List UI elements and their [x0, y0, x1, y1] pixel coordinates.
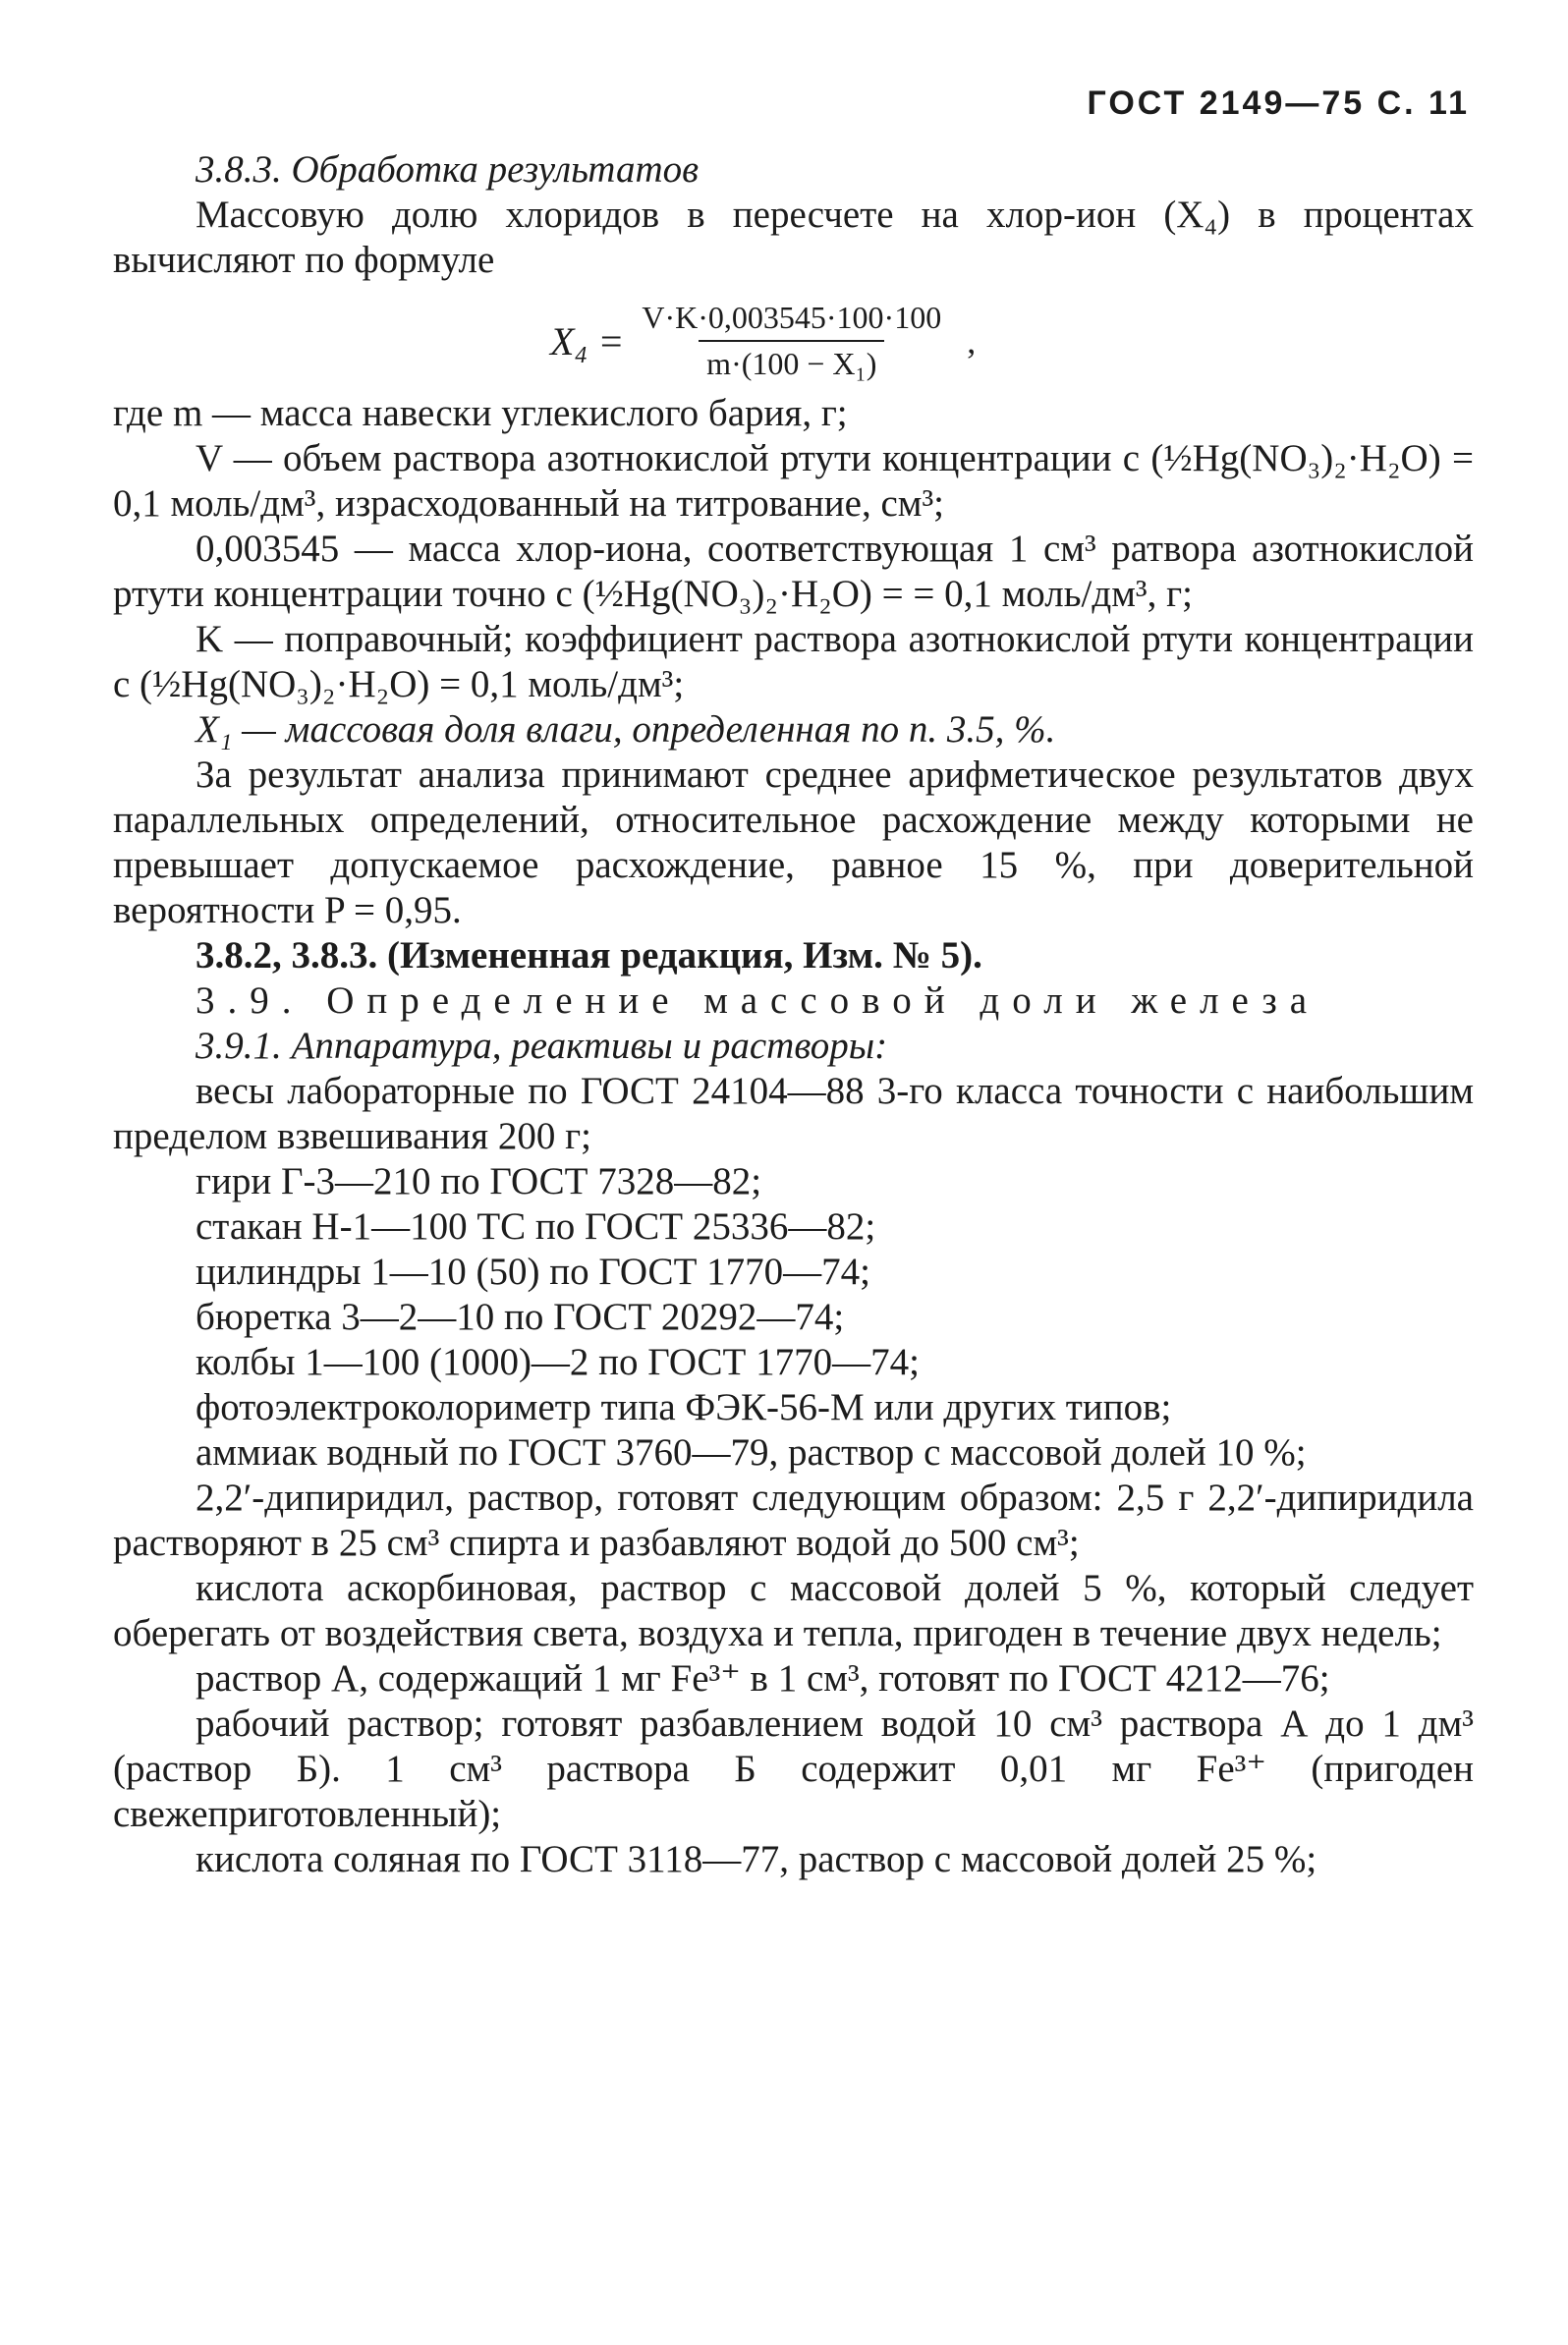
where-x1: X₁ — массовая доля влаги, определенная по п. 3.5, %. [196, 708, 1056, 751]
intro-paragraph: Массовую долю хлоридов в пересчете на хлор-ион (X₄) в процентах вычисляют по формуле [113, 194, 1474, 281]
section-3-9-title: 3.9. Определение массовой доли железа [196, 979, 1320, 1022]
section-3-9-1-heading: 3.9.1. Аппаратура, реактивы и растворы: [196, 1025, 888, 1067]
where-m: где m — масса навески углекислого бария, г; [113, 392, 848, 434]
where-constant: 0,003545 — масса хлор-иона, соответствующая 1 см³ ратвора азотнокислой ртути концентрации точно c (½Hg(NO₃)₂·H₂O) = = 0,1 моль/дм³, г; [113, 528, 1474, 615]
list-item: кислота аскорбиновая, раствор с массовой долей 5 %, который следует оберегать от воздействия света, воздуха и тепла, пригоден в течение двух недель; [113, 1567, 1474, 1654]
where-k: K — поправочный; коэффициент раствора азотнокислой ртути концентрации c (½Hg(NO₃)₂·H₂O) = 0,1 моль/дм³; [113, 618, 1474, 705]
list-item: гири Г-3—210 по ГОСТ 7328—82; [196, 1160, 762, 1202]
list-item: раствор А, содержащий 1 мг Fe³⁺ в 1 см³, готовят по ГОСТ 4212—76; [196, 1657, 1330, 1700]
formula-denominator: m·(100 − X₁) [699, 340, 884, 382]
list-item: кислота соляная по ГОСТ 3118—77, раствор с массовой долей 25 %; [196, 1838, 1317, 1880]
formula-numerator: V·K·0,003545·100·100 [642, 300, 942, 335]
list-item: бюретка 3—2—10 по ГОСТ 20292—74; [196, 1296, 845, 1338]
changed-edition-note: 3.8.2, 3.8.3. (Измененная редакция, Изм. № 5). [196, 934, 982, 977]
list-item: весы лабораторные по ГОСТ 24104—88 3-го класса точности с наибольшим пределом взвешивания 200 г; [113, 1070, 1474, 1157]
list-item: цилиндры 1—10 (50) по ГОСТ 1770—74; [196, 1251, 870, 1293]
formula-fraction [634, 300, 949, 382]
page-header: ГОСТ 2149—75 С. 11 [1087, 84, 1470, 122]
list-item: стакан Н-1—100 ТС по ГОСТ 25336—82; [196, 1205, 876, 1248]
formula [550, 300, 976, 382]
list-item: аммиак водный по ГОСТ 3760—79, раствор с массовой долей 10 %; [196, 1431, 1307, 1474]
list-item: фотоэлектроколориметр типа ФЭК-56-М или других типов; [196, 1386, 1172, 1428]
result-paragraph: За результат анализа принимают среднее арифметическое результатов двух параллельных определений, относительное расхождение между которыми не превышает допускаемое расхождение, равное 15 %, при доверительной вероятности P = 0,95. [113, 754, 1474, 931]
formula-comma: , [967, 321, 977, 361]
list-item: 2,2′-дипиридил, раствор, готовят следующим образом: 2,5 г 2,2′-дипиридила растворяют в 25 см³ спирта и разбавляют водой до 500 см³; [113, 1477, 1474, 1564]
list-item: рабочий раствор; готовят разбавлением водой 10 см³ раствора А до 1 дм³ (раствор Б). 1 см³ раствора Б содержит 0,01 мг Fe³⁺ (пригоден свежеприготовленный); [113, 1703, 1474, 1835]
list-item: колбы 1—100 (1000)—2 по ГОСТ 1770—74; [196, 1341, 920, 1383]
main-body [113, 391, 1474, 1882]
where-v: V — объем раствора азотнокислой ртути концентрации c (½Hg(NO₃)₂·H₂O) = 0,1 моль/дм³, израсходованный на титрование, см³; [113, 437, 1474, 525]
section-heading: 3.8.3. Обработка результатов [196, 148, 700, 191]
formula-lhs: X₄ = [550, 318, 625, 363]
section-3-8-3 [113, 147, 1474, 283]
